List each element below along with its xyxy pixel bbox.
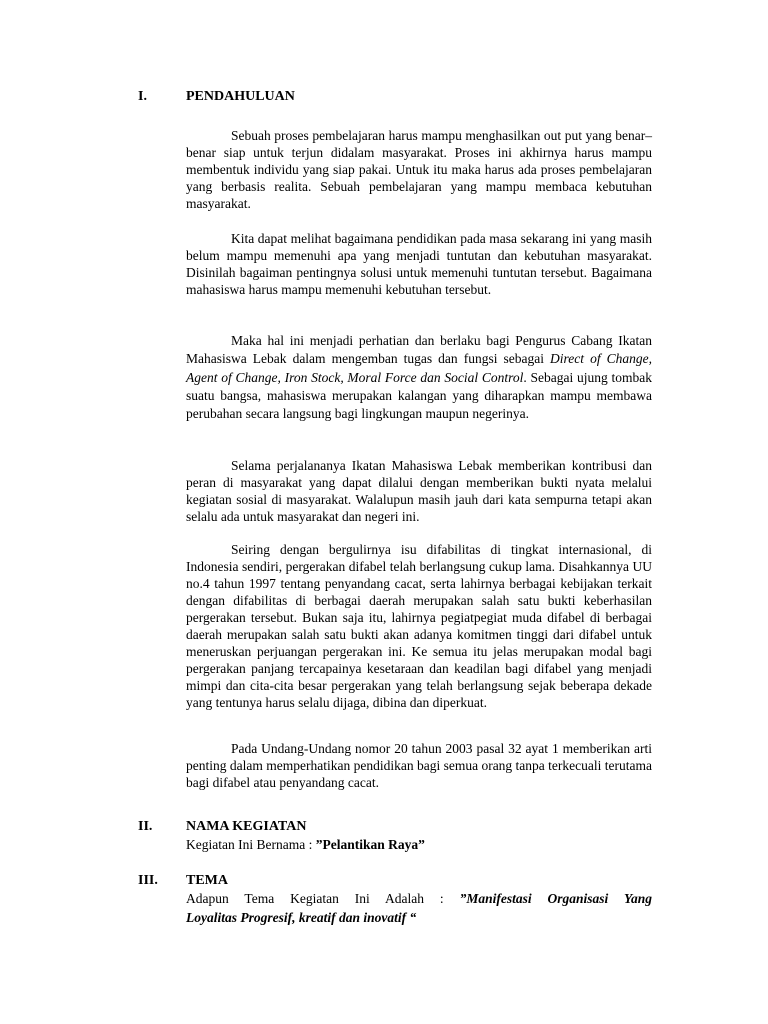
paragraph-5: Seiring dengan bergulirnya isu difabilitas di tingkat internasional, di Indonesia sendiri, pergerakan difabel telah berlangsung cukup lama. Disahkannya UU no.4 tahun 1997 tentang penyandang cacat, serta lahirnya berbagai kebijakan terkait dengan difabilitas di berbagai daerah merupakan salah satu bukti keberhasilan pergerakan tersebut. Bukan saja itu, lahirnya pegiatpegiat muda difabel di berbagai daerah merupakan salah satu bukti akan adanya komitmen tinggi dari difabel untuk meneruskan perjuangan pergerakan ini. Ke semua itu jelas merupakan modal bagi pergerakan panjang tercapainya kesetaraan dan keadilan bagi difabel yang menjadi mimpi dan cita-cita besar pergerakan yang telah berlangsung sejak beberapa dekade yang tentunya harus selalu dijaga, dibina dan diperkuat. <box>186 542 652 710</box>
section-heading: PENDAHULUAN <box>186 89 295 104</box>
section-number: II. <box>138 819 153 834</box>
section-number: I. <box>138 89 147 104</box>
paragraph-3-italic-roles: Direct of Change, Agent of Change, Iron Stock, Moral Force dan Social Control <box>186 351 653 385</box>
paragraph-3-text-a: Maka hal ini menjadi perhatian dan berlaku bagi Pengurus Cabang Ikatan Mahasiswa Lebak dalam mengemban tugas dan fungsi sebagai <box>186 333 652 367</box>
theme-value-part-1: ”Manifestasi Organisasi Yang <box>459 891 652 906</box>
theme-value-part-2: Loyalitas Progresif, kreatif dan inovatif “ <box>186 910 417 925</box>
paragraph-6: Pada Undang-Undang nomor 20 tahun 2003 pasal 32 ayat 1 memberikan arti penting dalam memperhatikan pendidikan bagi semua orang tanpa terkecuali terutama bagi difabel atau penyandang cacat. <box>186 741 652 790</box>
paragraph-3-text-b: . Sebagai ujung tombak suatu bangsa, mahasiswa merupakan kalangan yang diharapkan mampu membawa perubahan secara langsung bagi lingkungan maupun negerinya. <box>186 369 652 422</box>
paragraph-4: Selama perjalananya Ikatan Mahasiswa Lebak memberikan kontribusi dan peran di masyarakat yang dapat dilalui dengan memberikan bukti nyata melalui kegiatan sosial di masyarakat. Walalupun masih jauh dari kata sempurna tetapi akan selalu ada untuk masyarakat dan negeri ini. <box>186 458 652 524</box>
paragraph-2: Kita dapat melihat bagaimana pendidikan pada masa sekarang ini yang masih belum mampu memenuhi apa yang menjadi tuntutan dan kebutuhan masyarakat. Disinilah bagaiman pentingnya solusi untuk memenuhi tuntutan tersebut. Bagaimana mahasiswa harus mampu memenuhi kebutuhan tersebut. <box>186 231 652 297</box>
section-heading: NAMA KEGIATAN <box>186 819 307 834</box>
activity-name-line <box>186 836 652 853</box>
paragraph-1: Sebuah proses pembelajaran harus mampu menghasilkan out put yang benar–benar siap untuk terjun didalam masyarakat. Proses ini akhirnya harus mampu membentuk individu yang siap pakai. Untuk itu maka harus ada proses pembelajaran yang berbasis realita. Sebuah pembelajaran yang mampu membaca kebutuhan masyarakat. <box>186 128 652 211</box>
activity-name-value: ”Pelantikan Raya” <box>315 837 425 852</box>
section-heading: TEMA <box>186 873 228 888</box>
theme-label: Adapun Tema Kegiatan Ini Adalah : <box>186 891 460 906</box>
paragraph-3 <box>186 332 652 423</box>
activity-name-label: Kegiatan Ini Bernama : <box>186 837 316 852</box>
theme-line-2 <box>186 909 652 926</box>
section-number: III. <box>138 873 158 888</box>
theme-line-1 <box>186 890 652 907</box>
